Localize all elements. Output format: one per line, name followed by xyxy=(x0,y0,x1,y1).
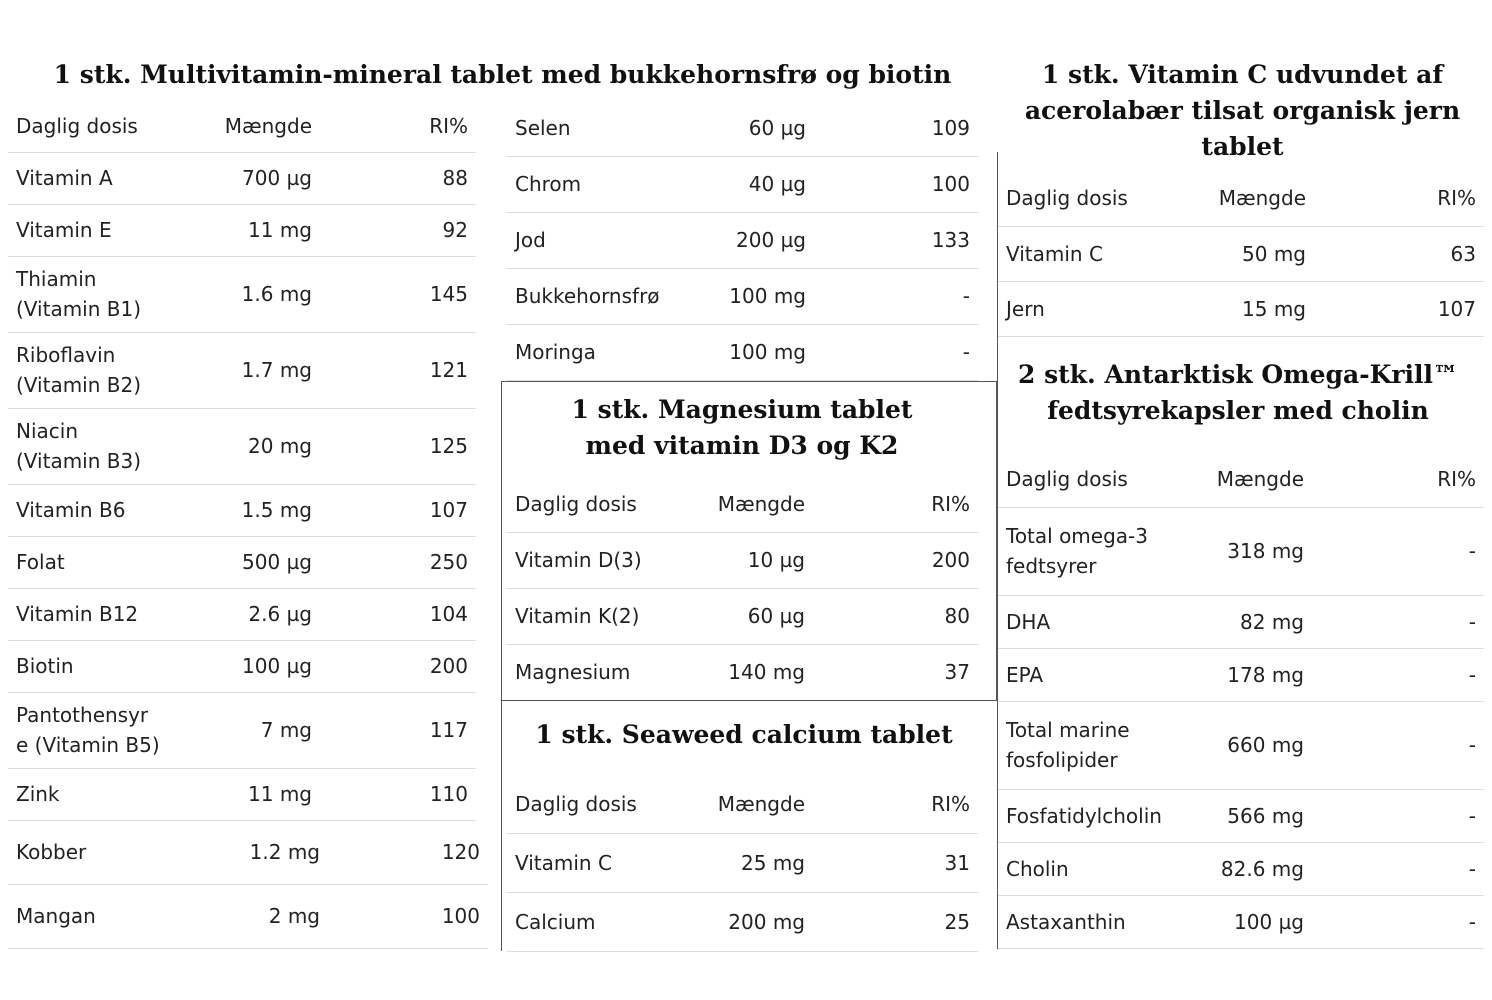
nutrient-amount: 1.6 mg xyxy=(208,256,320,332)
nutrient-amount: 1.7 mg xyxy=(208,332,320,408)
table-row xyxy=(8,204,476,256)
table-row xyxy=(998,507,1484,595)
table-row xyxy=(998,281,1484,336)
multivitamin-table-a xyxy=(8,100,476,821)
nutrient-amount: 200 µg xyxy=(707,212,814,268)
nutrient-amount: 2.6 µg xyxy=(208,588,320,640)
table-row xyxy=(507,100,978,156)
nutrient-amount: 140 mg xyxy=(707,644,813,700)
table-row xyxy=(8,588,476,640)
table-row xyxy=(8,408,476,484)
nutrient-ri: - xyxy=(1312,701,1484,789)
table-row xyxy=(507,268,978,324)
nutrient-amount: 10 µg xyxy=(707,532,813,588)
nutrient-name: Zink xyxy=(8,768,208,820)
header-maengde: Mængde xyxy=(707,775,813,833)
nutrient-name: Kobber xyxy=(8,820,213,884)
table-row xyxy=(8,152,476,204)
nutrient-ri: - xyxy=(1312,648,1484,701)
vitamin-c-title: 1 stk. Vitamin C udvundet af acerolabær tilsat organisk jern tablet xyxy=(1024,60,1461,161)
nutrient-name: Bukkehornsfrø xyxy=(507,268,707,324)
header-ri: RI% xyxy=(813,476,978,532)
table-row xyxy=(8,884,488,948)
nutrient-ri: - xyxy=(1312,595,1484,648)
divider-right xyxy=(997,152,998,949)
magnesium-title: 1 stk. Magnesium tablet med vitamin D3 og K2 xyxy=(571,395,913,460)
nutrient-ri: 133 xyxy=(814,212,978,268)
multivitamin-title: 1 stk. Multivitamin-mineral tablet med bukkehornsfrø og biotin xyxy=(53,60,952,89)
nutrient-ri: - xyxy=(1312,895,1484,948)
nutrient-amount: 20 mg xyxy=(208,408,320,484)
table-row xyxy=(507,588,978,644)
divider-magnesium-top xyxy=(501,381,997,382)
nutrient-name: Biotin xyxy=(8,640,208,692)
nutrient-amount: 15 mg xyxy=(1198,281,1314,336)
nutrient-name: EPA xyxy=(998,648,1198,701)
table-row xyxy=(507,212,978,268)
nutrient-amount: 1.2 mg xyxy=(213,820,328,884)
nutrient-amount: 40 µg xyxy=(707,156,814,212)
nutrient-name: Vitamin D(3) xyxy=(507,532,707,588)
table-row xyxy=(8,820,488,884)
nutrient-ri: 80 xyxy=(813,588,978,644)
table-row xyxy=(8,692,476,768)
nutrient-amount: 100 µg xyxy=(1198,895,1312,948)
table-row xyxy=(998,842,1484,895)
nutrient-amount: 25 mg xyxy=(707,833,813,892)
nutrient-name: Astaxanthin xyxy=(998,895,1198,948)
nutrient-name: Vitamin C xyxy=(998,226,1198,281)
divider-seaweed-top xyxy=(501,700,997,701)
nutrient-ri: - xyxy=(1312,842,1484,895)
nutrient-name: Niacin (Vitamin B3) xyxy=(8,408,208,484)
nutrient-amount: 50 mg xyxy=(1198,226,1314,281)
nutrient-amount: 200 mg xyxy=(707,892,813,951)
nutrient-ri: 104 xyxy=(320,588,476,640)
nutrient-name: Folat xyxy=(8,536,208,588)
table-row xyxy=(998,895,1484,948)
table-row xyxy=(507,892,978,951)
table-row xyxy=(507,644,978,700)
nutrient-amount: 318 mg xyxy=(1198,507,1312,595)
header-daglig-dosis: Daglig dosis xyxy=(998,452,1198,507)
table-row xyxy=(998,648,1484,701)
table-row xyxy=(8,332,476,408)
nutrient-ri: 100 xyxy=(328,884,488,948)
nutrient-name: Magnesium xyxy=(507,644,707,700)
nutrient-amount: 1.5 mg xyxy=(208,484,320,536)
nutrient-name: Pantothensyr e (Vitamin B5) xyxy=(8,692,208,768)
nutrient-ri: 250 xyxy=(320,536,476,588)
nutrient-ri: 107 xyxy=(320,484,476,536)
header-ri: RI% xyxy=(320,100,476,152)
multivitamin-table-b xyxy=(8,820,488,949)
nutrient-name: Vitamin E xyxy=(8,204,208,256)
multivitamin-table-c xyxy=(507,100,978,381)
nutrient-amount: 82.6 mg xyxy=(1198,842,1312,895)
nutrient-ri: 31 xyxy=(813,833,978,892)
nutrient-ri: 110 xyxy=(320,768,476,820)
nutrient-ri: 200 xyxy=(813,532,978,588)
nutrient-ri: - xyxy=(1312,789,1484,842)
nutrient-name: Vitamin B6 xyxy=(8,484,208,536)
table-row xyxy=(998,701,1484,789)
nutrient-name: Total marine fosfolipider xyxy=(998,701,1198,789)
table-row xyxy=(8,256,476,332)
nutrient-amount: 11 mg xyxy=(208,768,320,820)
table-header-row xyxy=(8,100,476,152)
nutrient-amount: 500 µg xyxy=(208,536,320,588)
nutrient-ri: 100 xyxy=(814,156,978,212)
table-header-row xyxy=(507,476,978,532)
nutrient-name: Mangan xyxy=(8,884,213,948)
nutrient-ri: 63 xyxy=(1314,226,1484,281)
nutrient-name: Cholin xyxy=(998,842,1198,895)
nutrient-ri: 92 xyxy=(320,204,476,256)
header-daglig-dosis: Daglig dosis xyxy=(507,476,707,532)
nutrient-name: DHA xyxy=(998,595,1198,648)
nutrient-name: Fosfatidylcholin xyxy=(998,789,1198,842)
nutrient-name: Vitamin A xyxy=(8,152,208,204)
nutrient-name: Jern xyxy=(998,281,1198,336)
nutrient-name: Vitamin C xyxy=(507,833,707,892)
table-row xyxy=(8,536,476,588)
magnesium-table xyxy=(507,476,978,701)
header-maengde: Mængde xyxy=(208,100,320,152)
nutrient-amount: 11 mg xyxy=(208,204,320,256)
table-row xyxy=(507,833,978,892)
nutrient-ri: - xyxy=(1312,507,1484,595)
seaweed-title: 1 stk. Seaweed calcium tablet xyxy=(535,720,953,749)
nutrient-amount: 178 mg xyxy=(1198,648,1312,701)
krill-table xyxy=(998,452,1484,949)
table-row xyxy=(998,595,1484,648)
table-row xyxy=(998,226,1484,281)
nutrient-name: Calcium xyxy=(507,892,707,951)
table-row xyxy=(8,640,476,692)
nutrient-amount: 7 mg xyxy=(208,692,320,768)
header-maengde: Mængde xyxy=(1198,171,1314,226)
nutrient-amount: 100 mg xyxy=(707,324,814,380)
nutrient-amount: 2 mg xyxy=(213,884,328,948)
table-row xyxy=(998,789,1484,842)
nutrient-ri: 25 xyxy=(813,892,978,951)
nutrient-ri: 117 xyxy=(320,692,476,768)
nutrient-amount: 100 mg xyxy=(707,268,814,324)
nutrient-amount: 700 µg xyxy=(208,152,320,204)
nutrient-name: Vitamin K(2) xyxy=(507,588,707,644)
nutrient-name: Jod xyxy=(507,212,707,268)
header-maengde: Mængde xyxy=(707,476,813,532)
table-row xyxy=(507,156,978,212)
nutrient-ri: 109 xyxy=(814,100,978,156)
vitamin-c-table xyxy=(998,171,1484,337)
nutrient-ri: 88 xyxy=(320,152,476,204)
nutrient-name: Moringa xyxy=(507,324,707,380)
header-daglig-dosis: Daglig dosis xyxy=(507,775,707,833)
nutrient-amount: 60 µg xyxy=(707,100,814,156)
nutrient-amount: 660 mg xyxy=(1198,701,1312,789)
table-row xyxy=(8,484,476,536)
header-maengde: Mængde xyxy=(1198,452,1312,507)
nutrient-ri: - xyxy=(814,324,978,380)
nutrient-name: Vitamin B12 xyxy=(8,588,208,640)
nutrient-name: Thiamin (Vitamin B1) xyxy=(8,256,208,332)
nutrient-amount: 566 mg xyxy=(1198,789,1312,842)
table-row xyxy=(507,324,978,380)
nutrient-name: Chrom xyxy=(507,156,707,212)
nutrient-ri: 37 xyxy=(813,644,978,700)
nutrient-ri: 121 xyxy=(320,332,476,408)
seaweed-table xyxy=(507,775,978,952)
krill-title: 2 stk. Antarktisk Omega-Krill™ fedtsyrekapsler med cholin xyxy=(1018,360,1458,425)
table-header-row xyxy=(998,452,1484,507)
nutrient-ri: 145 xyxy=(320,256,476,332)
header-daglig-dosis: Daglig dosis xyxy=(8,100,208,152)
nutrient-name: Riboflavin (Vitamin B2) xyxy=(8,332,208,408)
nutrient-ri: 107 xyxy=(1314,281,1484,336)
nutrient-name: Selen xyxy=(507,100,707,156)
nutrient-amount: 60 µg xyxy=(707,588,813,644)
table-header-row xyxy=(507,775,978,833)
table-row xyxy=(8,768,476,820)
nutrient-ri: 125 xyxy=(320,408,476,484)
table-header-row xyxy=(998,171,1484,226)
nutrient-amount: 100 µg xyxy=(208,640,320,692)
divider-left xyxy=(501,381,502,951)
table-row xyxy=(507,532,978,588)
header-daglig-dosis: Daglig dosis xyxy=(998,171,1198,226)
header-ri: RI% xyxy=(1314,171,1484,226)
header-ri: RI% xyxy=(1312,452,1484,507)
nutrient-ri: - xyxy=(814,268,978,324)
nutrient-ri: 120 xyxy=(328,820,488,884)
nutrient-amount: 82 mg xyxy=(1198,595,1312,648)
nutrient-ri: 200 xyxy=(320,640,476,692)
header-ri: RI% xyxy=(813,775,978,833)
nutrient-name: Total omega-3 fedtsyrer xyxy=(998,507,1198,595)
